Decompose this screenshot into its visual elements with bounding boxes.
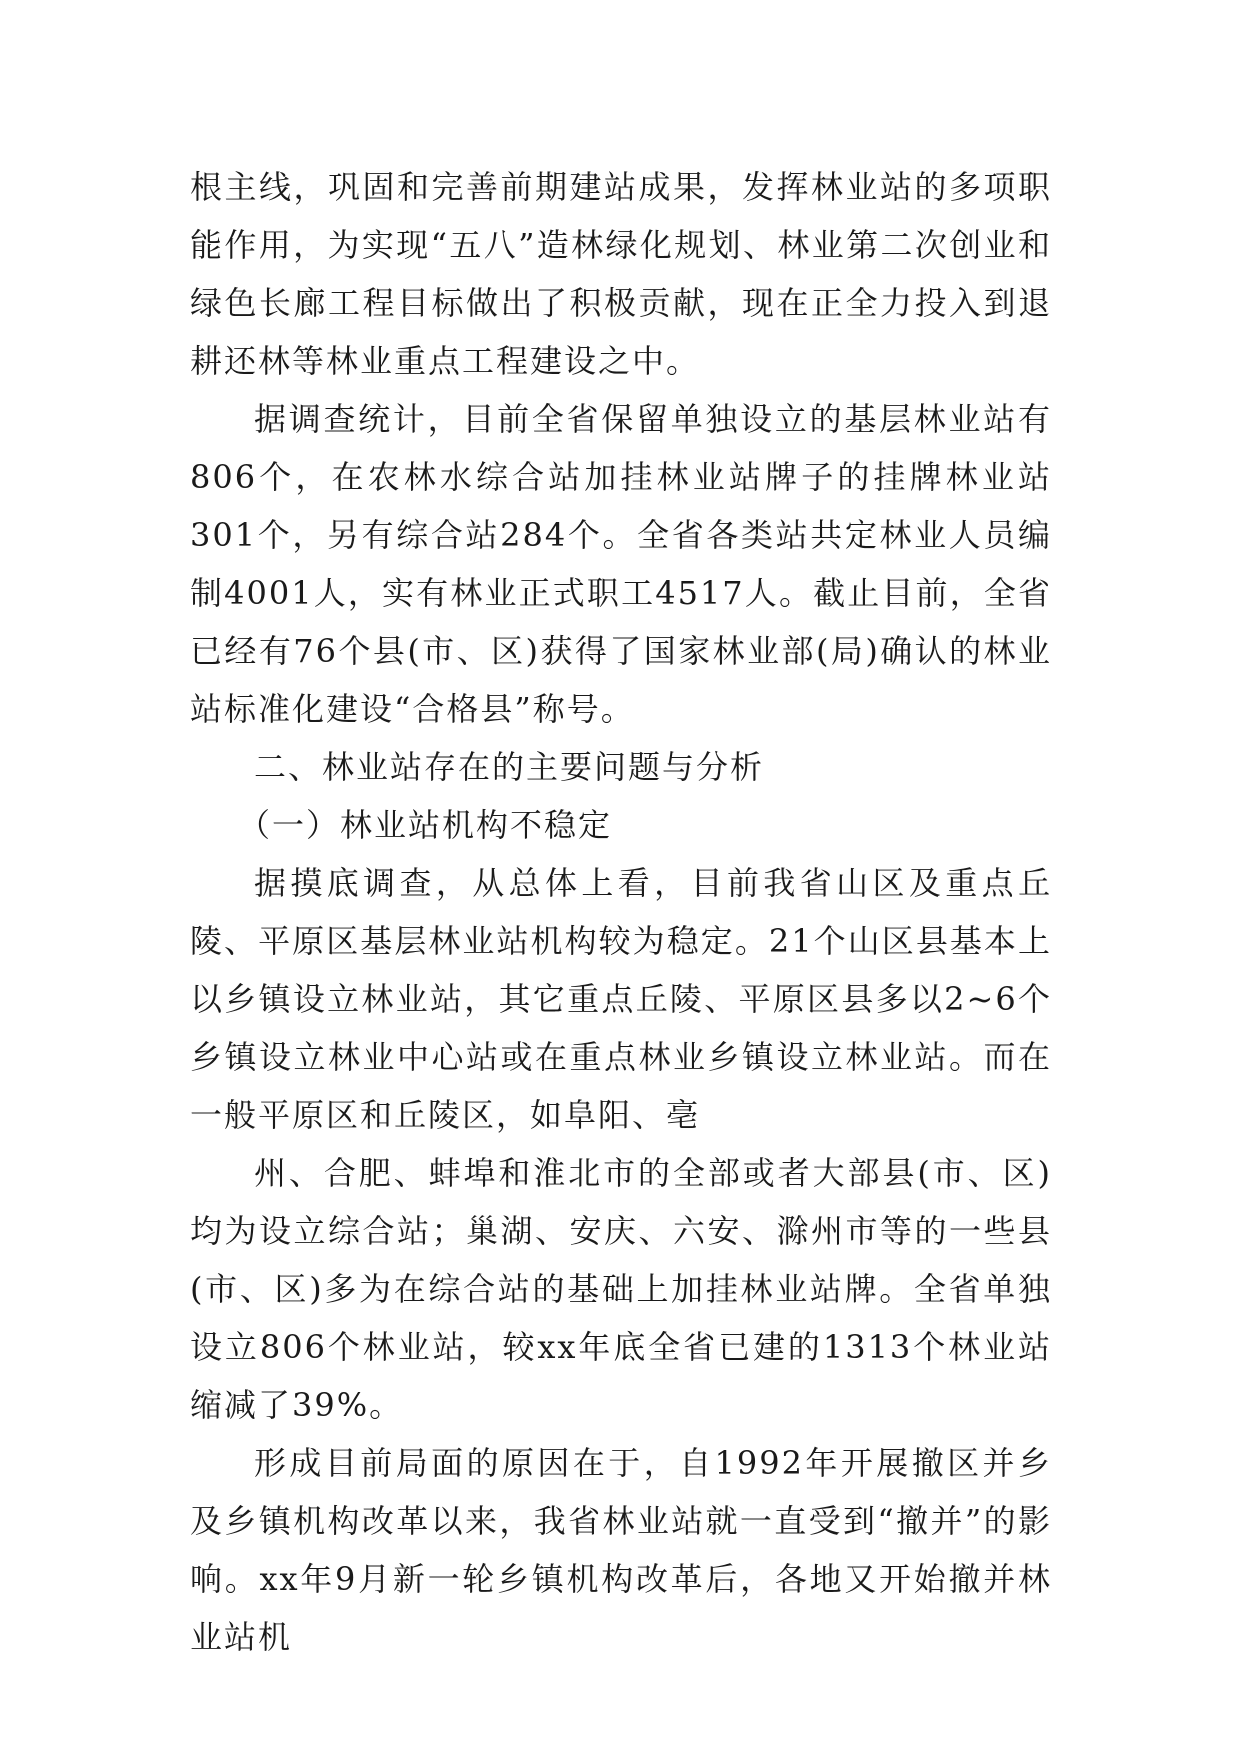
paragraph-5: 形成目前局面的原因在于，自1992年开展撤区并乡及乡镇机构改革以来，我省林业站就一直受到“撤并”的影响。xx年9月新一轮乡镇机构改革后，各地又开始撤并林业站机 <box>190 1444 1052 1656</box>
paragraph-1: 根主线，巩固和完善前期建站成果，发挥林业站的多项职能作用，为实现“五八”造林绿化规划、林业第二次创业和绿色长廊工程目标做出了积极贡献，现在正全力投入到退耕还林等林业重点工程建设之中。 <box>190 168 1052 380</box>
subsection-heading: （一）林业站机构不稳定 <box>238 806 613 844</box>
paragraph-3: 据摸底调查，从总体上看，目前我省山区及重点丘陵、平原区基层林业站机构较为稳定。21个山区县基本上以乡镇设立林业站，其它重点丘陵、平原区县多以2~6个乡镇设立林业中心站或在重点林业乡镇设立林业站。而在一般平原区和丘陵区，如阜阳、亳 <box>190 864 1052 1134</box>
paragraph-2: 据调查统计，目前全省保留单独设立的基层林业站有806个，在农林水综合站加挂林业站牌子的挂牌林业站301个，另有综合站284个。全省各类站共定林业人员编制4001人，实有林业正式职工4517人。截止目前，全省已经有76个县(市、区)获得了国家林业部(局)确认的林业站标准化建设“合格县”称号。 <box>190 400 1052 728</box>
document-body <box>190 158 1052 1666</box>
section-heading: 二、林业站存在的主要问题与分析 <box>254 748 765 786</box>
paragraph-4: 州、合肥、蚌埠和淮北市的全部或者大部县(市、区)均为设立综合站；巢湖、安庆、六安、滁州市等的一些县(市、区)多为在综合站的基础上加挂林业站牌。全省单独设立806个林业站，较xx年底全省已建的1313个林业站缩减了39%。 <box>190 1154 1052 1424</box>
